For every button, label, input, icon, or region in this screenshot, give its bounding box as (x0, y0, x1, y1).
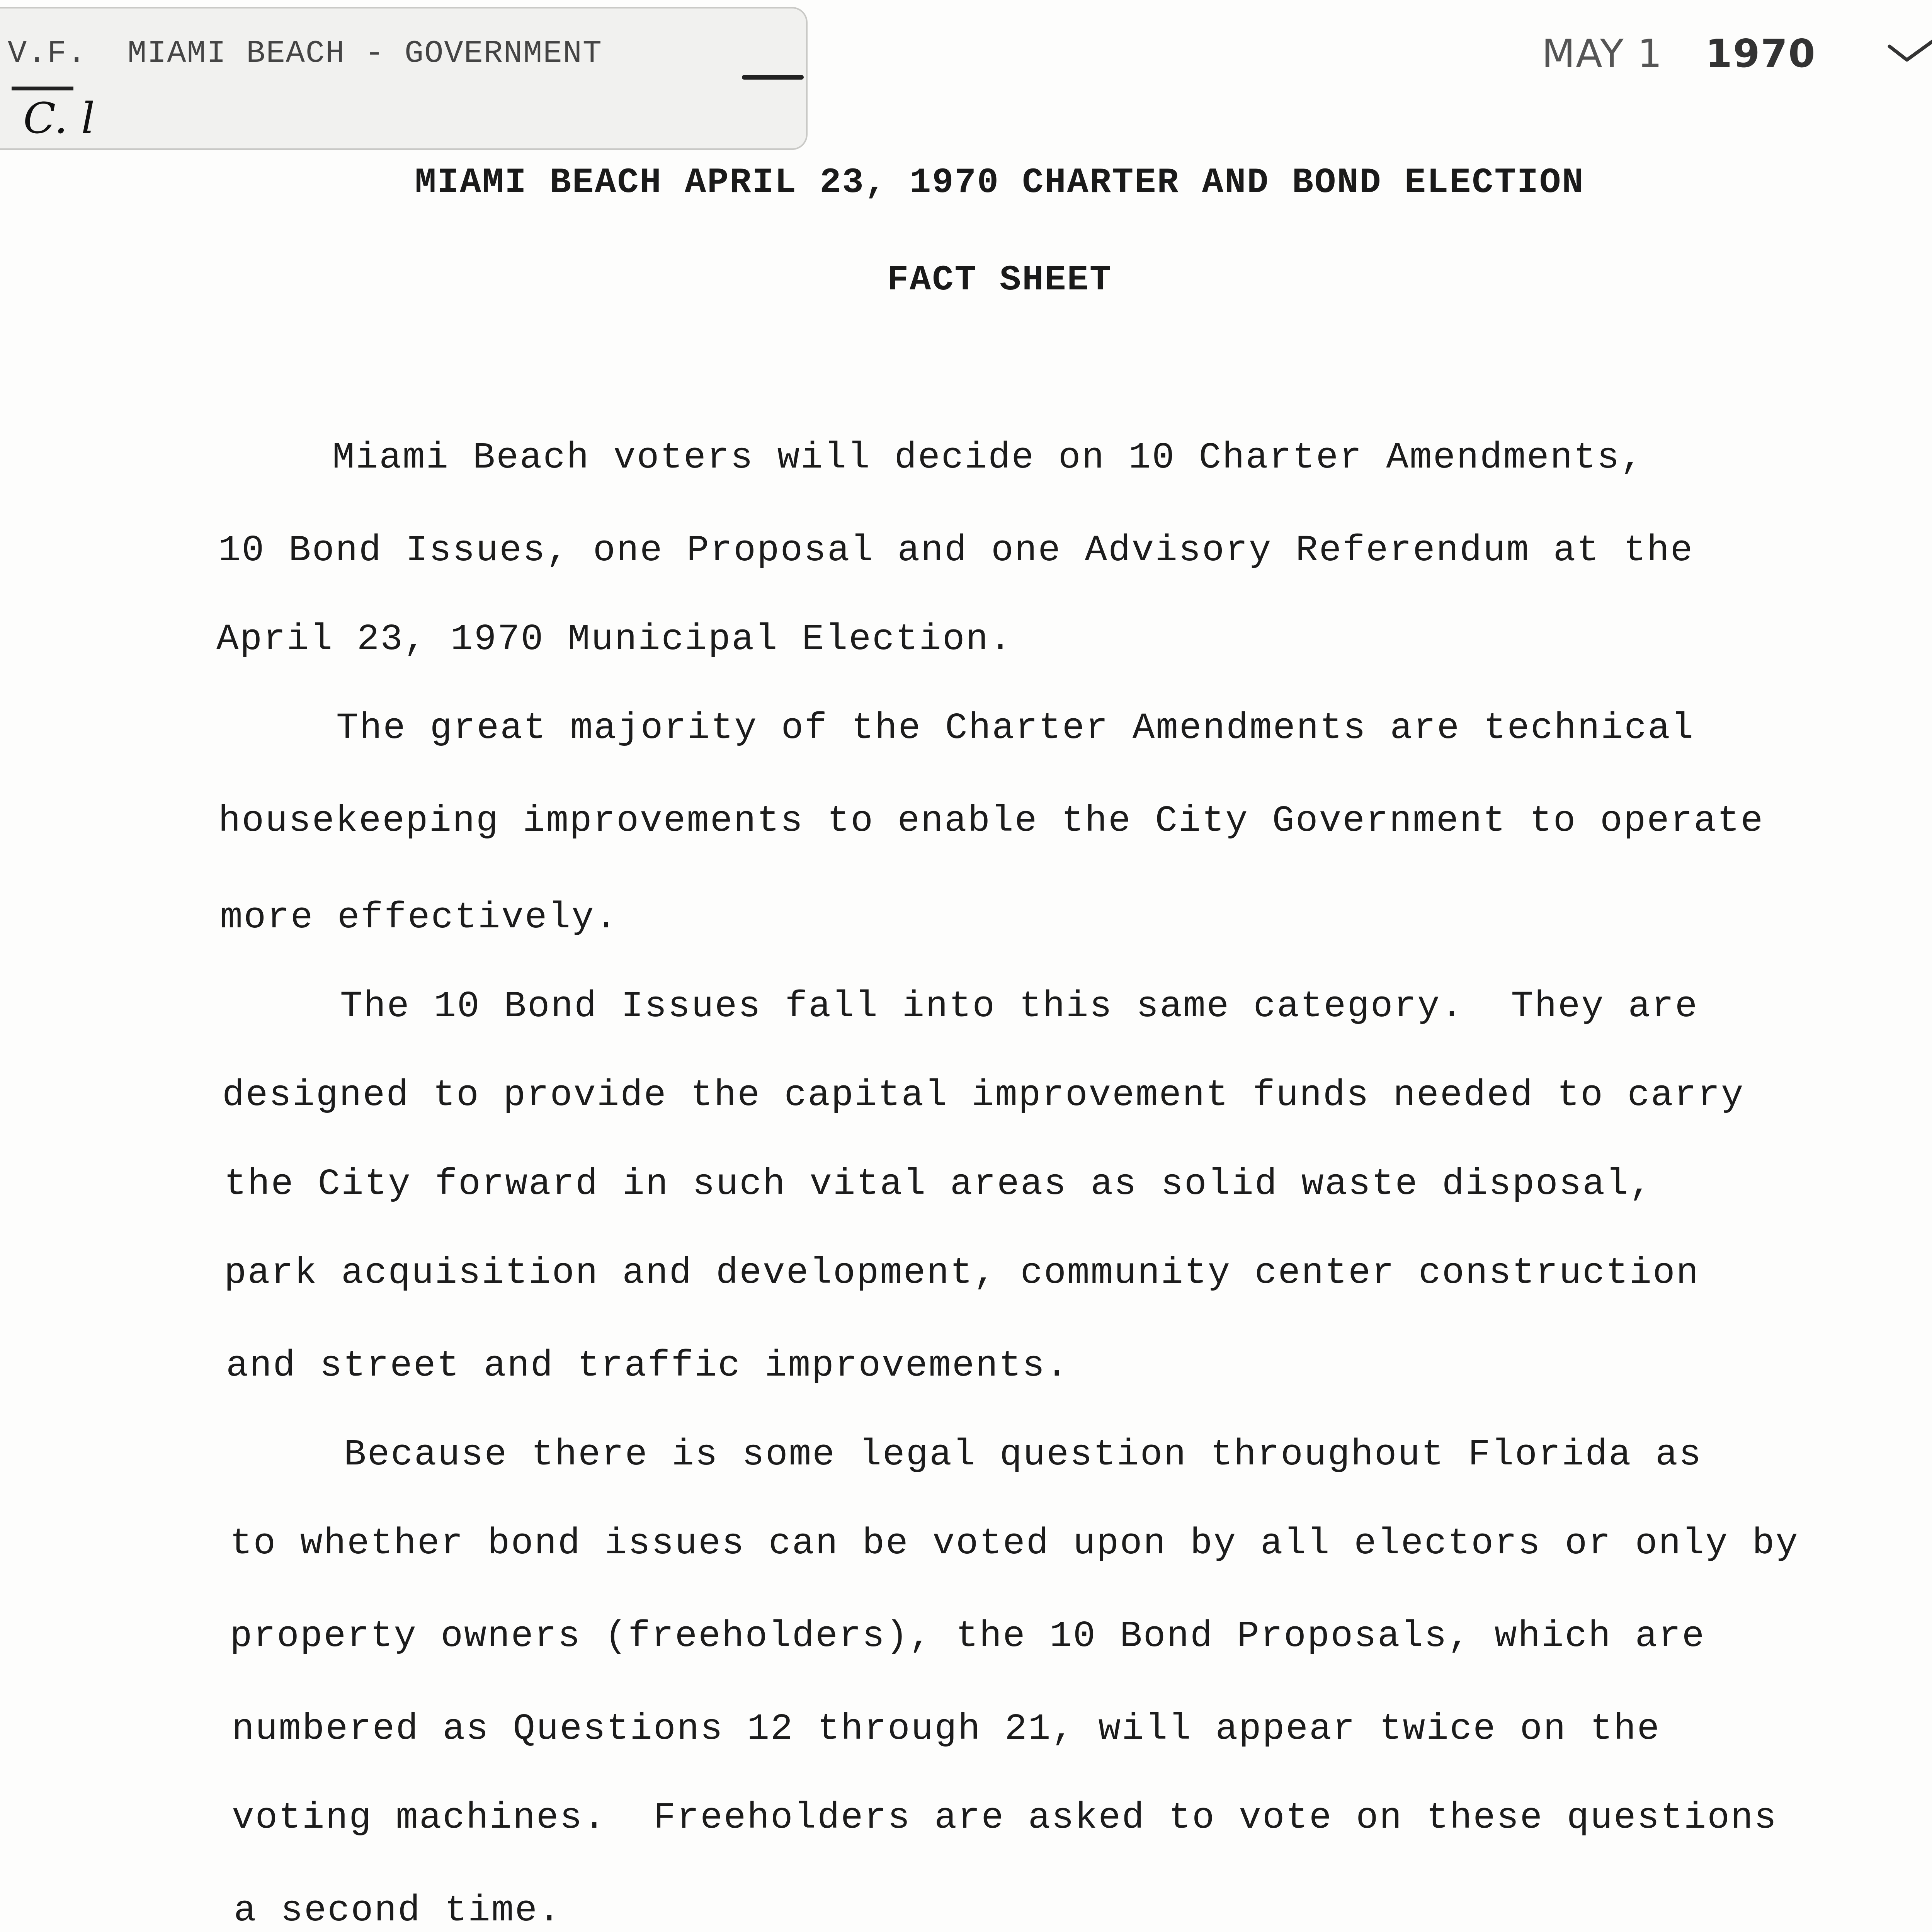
document-subtitle: FACT SHEET (887, 260, 1112, 300)
body-line: The great majority of the Charter Amendments are technical (336, 707, 1695, 749)
file-label-heading: MIAMI BEACH - GOVERNMENT (128, 36, 602, 71)
body-line: housekeeping improvements to enable the City Government to operate (218, 800, 1764, 842)
body-line: and street and traffic improvements. (226, 1345, 1069, 1387)
body-line: designed to provide the capital improvement funds needed to carry (222, 1074, 1745, 1116)
file-label-vf: V.F. (8, 36, 87, 71)
body-line: Because there is some legal question throughout Florida as (344, 1434, 1702, 1476)
document-title: MIAMI BEACH APRIL 23, 1970 CHARTER AND BOND ELECTION (415, 162, 1585, 203)
body-line: voting machines. Freeholders are asked to vote on these questions (232, 1797, 1778, 1839)
file-label-dash-mark (742, 75, 804, 80)
body-line: more effectively. (220, 896, 619, 939)
body-line: to whether bond issues can be voted upon by all electors or only by (230, 1522, 1799, 1565)
file-label-sticker (0, 7, 808, 150)
body-line: The 10 Bond Issues fall into this same category. They are (340, 985, 1699, 1027)
checkmark-icon (1886, 23, 1932, 66)
body-line: a second time. (234, 1889, 562, 1932)
body-line: the City forward in such vital areas as solid waste disposal, (224, 1163, 1653, 1205)
body-line: April 23, 1970 Municipal Election. (216, 618, 1013, 660)
body-line: Miami Beach voters will decide on 10 Charter Amendments, (332, 437, 1644, 479)
body-line: numbered as Questions 12 through 21, will appear twice on the (232, 1708, 1661, 1750)
body-line: property owners (freeholders), the 10 Bond Proposals, which are (230, 1615, 1706, 1657)
file-label-underline (12, 87, 73, 90)
body-line: park acquisition and development, community center construction (224, 1252, 1700, 1294)
date-stamp (1542, 31, 1816, 76)
handwritten-code: C. l (23, 94, 95, 143)
date-stamp-month-day: MAY 1 (1542, 31, 1663, 76)
date-stamp-year: 1970 (1705, 31, 1816, 76)
body-line: 10 Bond Issues, one Proposal and one Advisory Referendum at the (218, 529, 1694, 571)
